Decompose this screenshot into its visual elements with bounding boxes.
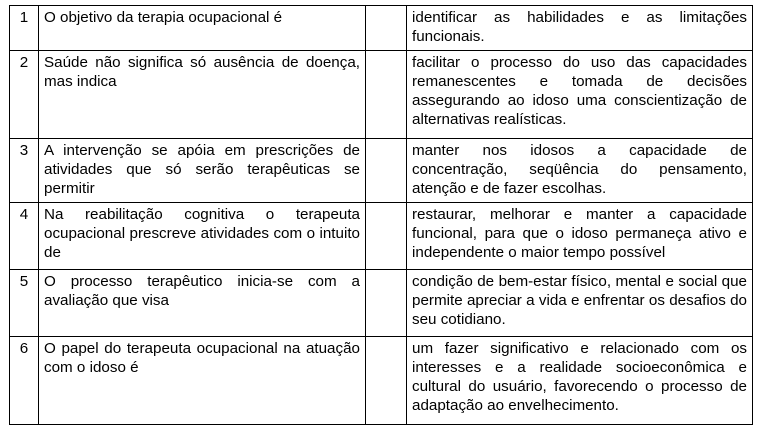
row-number: 2 bbox=[10, 51, 39, 139]
row-number: 4 bbox=[10, 203, 39, 270]
row-number: 3 bbox=[10, 139, 39, 203]
row-number: 5 bbox=[10, 270, 39, 337]
completion-cell: restaurar, melhorar e manter a capacidade funcional, para que o idoso permaneça ativo e independente o maior tempo possível bbox=[407, 203, 753, 270]
table-row bbox=[10, 51, 753, 139]
completion-cell: facilitar o processo do uso das capacidades remanescentes e tomada de decisões assegurando ao idoso uma conscientização de alternativas realísticas. bbox=[407, 51, 753, 139]
answer-blank bbox=[366, 337, 407, 425]
statement-cell: Saúde não significa só ausência de doença, mas indica bbox=[39, 51, 366, 139]
answer-blank bbox=[366, 6, 407, 51]
row-number: 6 bbox=[10, 337, 39, 425]
statement-cell: A intervenção se apóia em prescrições de atividades que só serão terapêuticas se permitir bbox=[39, 139, 366, 203]
completion-cell: um fazer significativo e relacionado com os interesses e a realidade socioeconômica e cultural do usuário, favorecendo o processo de adaptação ao envelhecimento. bbox=[407, 337, 753, 425]
statement-cell: O papel do terapeuta ocupacional na atuação com o idoso é bbox=[39, 337, 366, 425]
table-row bbox=[10, 270, 753, 337]
answer-blank bbox=[366, 51, 407, 139]
row-number: 1 bbox=[10, 6, 39, 51]
answer-blank bbox=[366, 139, 407, 203]
statement-cell: O objetivo da terapia ocupacional é bbox=[39, 6, 366, 51]
statement-cell: O processo terapêutico inicia-se com a avaliação que visa bbox=[39, 270, 366, 337]
completion-cell: condição de bem-estar físico, mental e social que permite apreciar a vida e enfrentar os desafios do seu cotidiano. bbox=[407, 270, 753, 337]
table-row bbox=[10, 337, 753, 425]
matching-table bbox=[9, 5, 753, 425]
answer-blank bbox=[366, 203, 407, 270]
statement-cell: Na reabilitação cognitiva o terapeuta ocupacional prescreve atividades com o intuito de bbox=[39, 203, 366, 270]
answer-blank bbox=[366, 270, 407, 337]
table-row bbox=[10, 203, 753, 270]
table-row bbox=[10, 139, 753, 203]
table-row bbox=[10, 6, 753, 51]
completion-cell: manter nos idosos a capacidade de concentração, seqüência do pensamento, atenção e de fazer escolhas. bbox=[407, 139, 753, 203]
completion-cell: identificar as habilidades e as limitações funcionais. bbox=[407, 6, 753, 51]
